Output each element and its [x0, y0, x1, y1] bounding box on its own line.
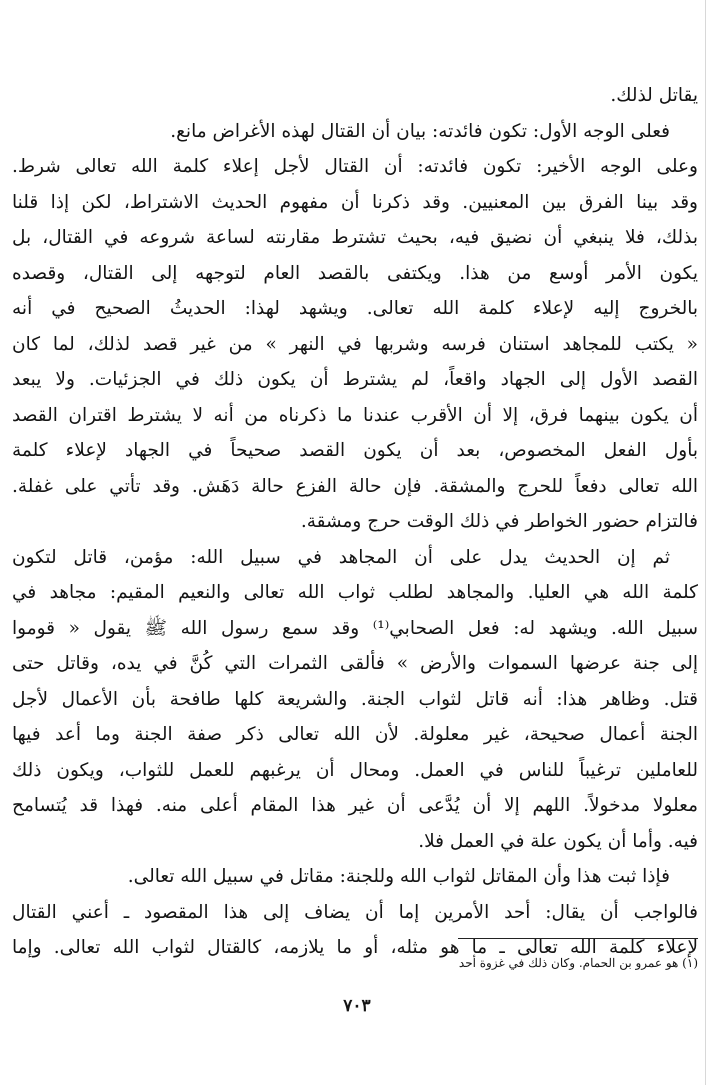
text-line: إلى جنة عرضها السموات والأرض » فألقى الثمرات التي كُنَّ في يده، وقاتل حتى	[12, 653, 698, 674]
body-text	[12, 78, 698, 966]
text-line: « يكتب للمجاهد استنان فرسه وشربها في النهر » من غير قصد لذلك، لما كان	[12, 333, 698, 355]
text-line: بذلك، فلا ينبغي أن نضيق فيه، بحيث تشترط مقارنته لساعة شروعه في القتال، بل	[12, 227, 698, 248]
text-line: لإعلاء كلمة الله تعالى ـ ما هو مثله، أو ما يلازمه، كالقتال لثواب الله تعالى. وإما	[12, 937, 698, 958]
text-line: بالخروج إليه لإعلاء كلمة الله تعالى. ويشهد لهذا: الحديثُ الصحيح في أنه	[12, 298, 698, 319]
text-line: للعاملين ترغيباً للناس في العمل. ومحال أن يرغبهم للعمل للثواب، ويكون ذلك	[12, 759, 698, 781]
page-number: ٧٠٣	[343, 996, 371, 1016]
text-line: أن يكون بينهما فرق، إلا أن الأقرب عندنا ما ذكرناه من أنه لا يشترط اقتران القصد	[12, 404, 698, 426]
text-line: يقاتل لذلك.	[610, 85, 698, 106]
text-line: سبيل الله. ويشهد له: فعل الصحابي⁽¹⁾ وقد سمع رسول الله ﷺ يقول « قوموا	[12, 617, 698, 639]
text-line: كلمة الله هي العليا. والمجاهد لطلب ثواب الله تعالى والنعيم المقيم: مجاهد في	[12, 582, 698, 603]
footnote-divider	[458, 938, 698, 939]
text-line: الله تعالى دفعاً للحرج والمشقة. فإن حالة الفزع حالة دَهَش. وقد تأتي على غفلة.	[12, 475, 698, 497]
text-line: قتل. وظاهر هذا: أنه قاتل لثواب الجنة. والشريعة كلها طافحة بأن الأعمال لأجل	[12, 688, 698, 710]
text-line: وعلى الوجه الأخير: تكون فائدته: أن القتال لأجل إعلاء كلمة الله تعالى شرط.	[12, 156, 698, 177]
paragraph-start-line: فعلى الوجه الأول: تكون فائدته: بيان أن القتال لهذه الأغراض مانع.	[170, 120, 670, 142]
text-line: يكون الأمر أوسع من هذا. ويكتفى بالقصد العام لتوجهه إلى القتال، وقصده	[12, 262, 698, 284]
text-line: وقد بينا الفرق بين المعنيين. وقد ذكرنا أن مفهوم الحديث الاشتراط، لكن إذا قلنا	[12, 191, 698, 213]
text-line: بأول الفعل المخصوص، بعد أن يكون القصد صحيحاً في الجهاد لإعلاء كلمة	[12, 440, 698, 461]
paragraph-end-line: فالتزام حضور الخواطر في ذلك الوقت حرج ومشقة.	[300, 511, 698, 532]
paragraph-start-line: فإذا ثبت هذا وأن المقاتل لثواب الله وللجنة: مقاتل في سبيل الله تعالى.	[127, 866, 670, 887]
text-line: الجنة أعمال صحيحة، غير معلولة. لأن الله تعالى ذكر صفة الجنة وما أعد فيها	[12, 724, 698, 745]
text-line: القصد الأول إلى الجهاد واقعاً، لم يشترط أن يكون ذلك في الجزئيات. ولا يبعد	[12, 369, 698, 390]
text-line: معلولا مدخولاً. اللهم إلا أن يُدَّعى أن غير هذا المقام أعلى منه. فهذا قد يُتسامح	[12, 795, 698, 816]
footnote: (١) هو عمرو بن الحمام. وكان ذلك في غزوة أحد	[458, 956, 698, 970]
paragraph-start-line: ثم إن الحديث يدل على أن المجاهد في سبيل الله: مؤمن، قاتل لتكون	[12, 546, 670, 568]
paragraph-end-line: فيه. وأما أن يكون علة في العمل فلا.	[418, 830, 698, 852]
page-edge-divider	[705, 0, 706, 1085]
text-line: فالواجب أن يقال: أحد الأمرين إما أن يضاف إلى هذا المقصود ـ أعني القتال	[12, 901, 698, 923]
